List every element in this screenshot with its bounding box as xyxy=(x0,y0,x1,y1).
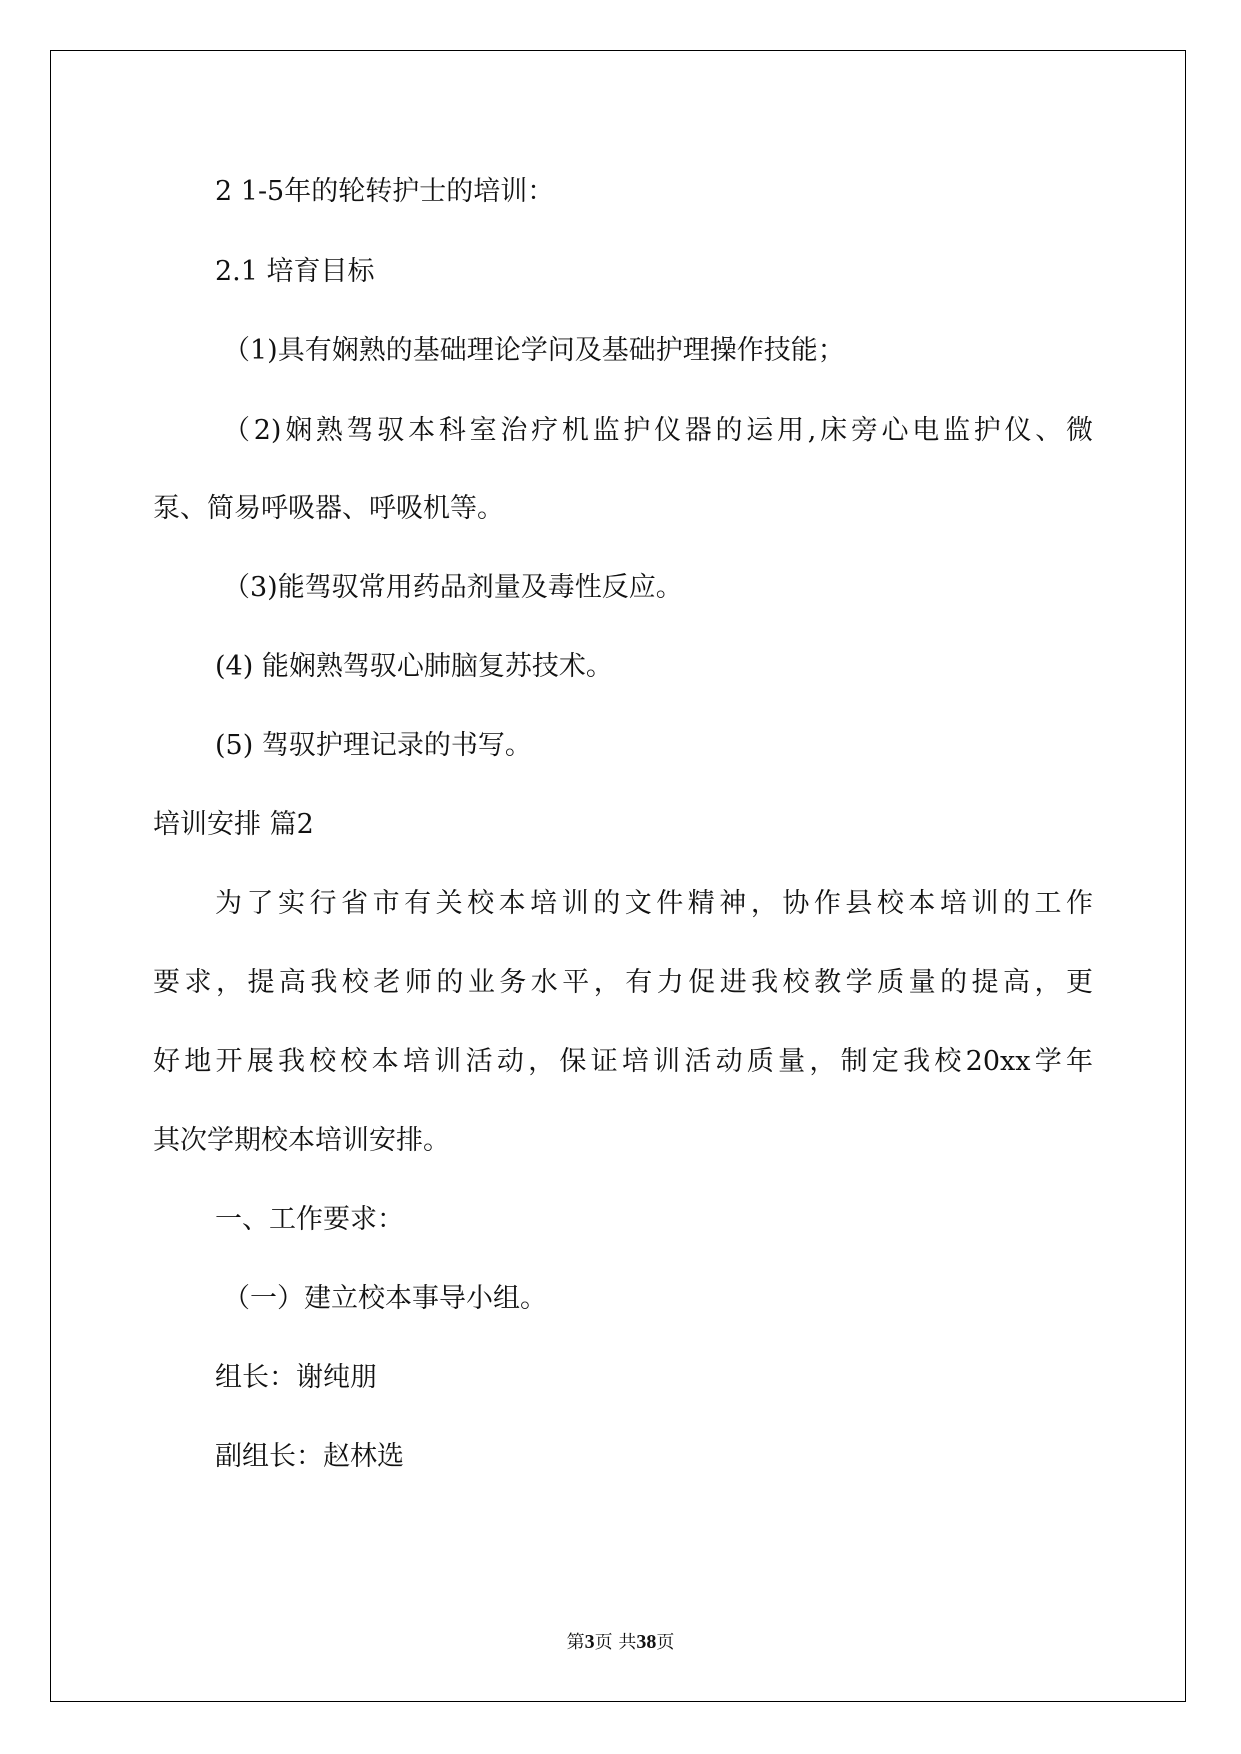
paragraph-line: 副组长：赵林选 xyxy=(215,1441,404,1472)
paragraph-line: 泵、简易呼吸器、呼吸机等。 xyxy=(153,493,504,524)
section-heading: 2.1 培育目标 xyxy=(215,256,375,287)
paragraph-line: 要求，提高我校老师的业务水平，有力促进我校教学质量的提高，更 xyxy=(153,967,1093,998)
footer-prefix: 第 xyxy=(566,1632,585,1653)
paragraph-line: 好地开展我校校本培训活动，保证培训活动质量，制定我校20xx学年 xyxy=(153,1046,1093,1077)
footer-page-number: 3 xyxy=(584,1631,595,1653)
paragraph-line: 组长：谢纯朋 xyxy=(215,1362,377,1393)
footer-total-pages: 38 xyxy=(636,1631,657,1653)
section-title: 培训安排 篇2 xyxy=(153,809,314,840)
paragraph-line: (5) 驾驭护理记录的书写。 xyxy=(215,730,532,761)
footer-suffix: 页 xyxy=(656,1632,675,1653)
paragraph-line: （2)娴熟驾驭本科室治疗机监护仪器的运用,床旁心电监护仪、微 xyxy=(223,415,1093,446)
paragraph-line: （一）建立校本事导小组。 xyxy=(223,1283,547,1314)
paragraph-line: （1)具有娴熟的基础理论学问及基础护理操作技能； xyxy=(223,335,845,366)
footer-mid: 页 共 xyxy=(594,1632,637,1653)
page-footer xyxy=(0,1628,1241,1654)
paragraph-line: 2 1-5年的轮转护士的培训： xyxy=(215,176,555,207)
paragraph-line: 为了实行省市有关校本培训的文件精神，协作县校本培训的工作 xyxy=(215,888,1093,919)
paragraph-line: (4) 能娴熟驾驭心肺脑复苏技术。 xyxy=(215,651,613,682)
paragraph-line: （3)能驾驭常用药品剂量及毒性反应。 xyxy=(223,572,683,603)
section-heading: 一、工作要求： xyxy=(215,1204,404,1235)
paragraph-line: 其次学期校本培训安排。 xyxy=(153,1125,450,1156)
